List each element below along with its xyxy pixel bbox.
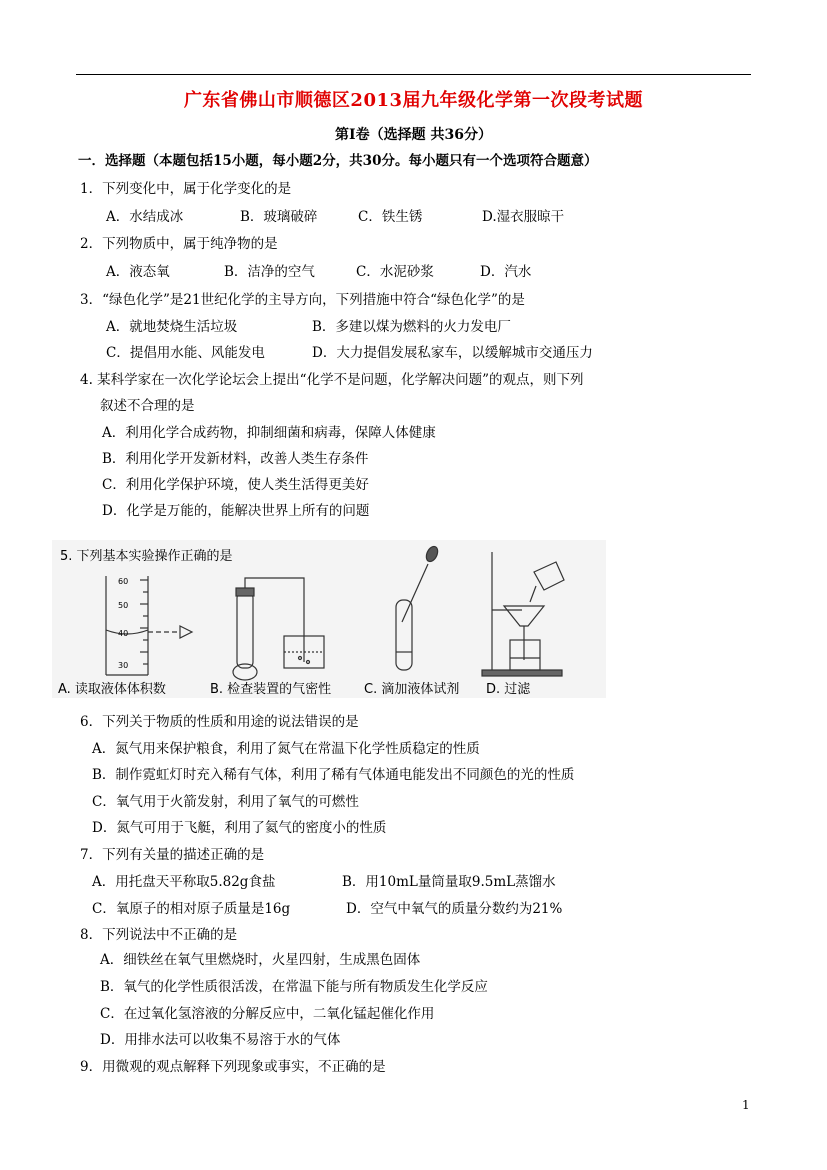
tick-label-60: 60 xyxy=(118,577,129,586)
q6-stem: 6．下列关于物质的性质和用途的说法错误的是 xyxy=(80,714,359,730)
q5-option-c: C. 滴加液体试剂 xyxy=(364,682,460,697)
q1-option-a: A．水结成冰 xyxy=(106,209,184,225)
q6-option-c: C．氧气用于火箭发射，利用了氧气的可燃性 xyxy=(92,794,359,810)
q2-stem: 2．下列物质中，属于纯净物的是 xyxy=(80,236,278,252)
q7-option-b: B．用10mL量筒量取9.5mL蒸馏水 xyxy=(342,874,556,890)
q8-option-c: C．在过氧化氢溶液的分解反应中，二氧化锰起催化作用 xyxy=(100,1006,435,1022)
q4-option-d: D．化学是万能的，能解决世界上所有的问题 xyxy=(102,503,370,519)
q5-figure xyxy=(52,540,606,698)
tick-label-30: 30 xyxy=(118,661,129,670)
section-heading: 一．选择题（本题包括15小题，每小题2分，共30分。每小题只有一个选项符合题意） xyxy=(78,153,598,169)
q4-stem-cont: 叙述不合理的是 xyxy=(100,398,195,414)
q4-option-b: B．利用化学开发新材料，改善人类生存条件 xyxy=(102,451,369,467)
q6-option-b: B．制作霓虹灯时充入稀有气体，利用了稀有气体通电能发出不同颜色的光的性质 xyxy=(92,767,575,783)
q2-option-d: D．汽水 xyxy=(480,264,532,280)
q6-option-a: A．氮气用来保护粮食，利用了氮气在常温下化学性质稳定的性质 xyxy=(92,741,480,757)
dropper-test-tube-icon xyxy=(396,545,440,670)
q4-option-c: C．利用化学保护环境，使人类生活得更美好 xyxy=(102,477,369,493)
q4-option-a: A．利用化学合成药物，抑制细菌和病毒，保障人体健康 xyxy=(102,425,436,441)
q6-option-d: D．氮气可用于飞艇，利用了氦气的密度小的性质 xyxy=(92,820,387,836)
q7-option-c: C．氧原子的相对原子质量是16g xyxy=(92,901,291,917)
q1-option-b: B．玻璃破碎 xyxy=(240,209,318,225)
q8-option-a: A．细铁丝在氧气里燃烧时，火星四射，生成黑色固体 xyxy=(100,952,421,968)
q8-option-d: D．用排水法可以收集不易溶于水的气体 xyxy=(100,1032,341,1048)
q3-option-d: D．大力提倡发展私家车，以缓解城市交通压力 xyxy=(312,345,593,361)
tick-label-40: 40 xyxy=(118,629,129,638)
q7-stem: 7．下列有关量的描述正确的是 xyxy=(80,847,265,863)
page-subtitle: 第Ⅰ卷（选择题 共36分） xyxy=(335,127,492,143)
q1-option-c: C．铁生锈 xyxy=(358,209,423,225)
q3-stem: 3．“绿色化学”是21世纪化学的主导方向，下列措施中符合“绿色化学”的是 xyxy=(80,292,525,308)
q5-apparatus-drawing xyxy=(52,540,606,698)
q7-option-a: A．用托盘天平称取5.82g食盐 xyxy=(92,874,276,890)
tick-label-50: 50 xyxy=(118,601,129,610)
airtightness-apparatus-icon xyxy=(233,578,324,680)
page-number: 1 xyxy=(742,1098,750,1112)
q2-option-c: C．水泥砂浆 xyxy=(356,264,434,280)
q5-option-a: A. 读取液体体积数 xyxy=(58,682,166,697)
q9-stem: 9．用微观的观点解释下列现象或事实，不正确的是 xyxy=(80,1059,386,1075)
q1-option-d: D.湿衣服晾干 xyxy=(482,209,565,225)
q2-option-a: A．液态氧 xyxy=(106,264,170,280)
q3-option-a: A．就地焚烧生活垃圾 xyxy=(106,319,238,335)
q7-option-d: D．空气中氧气的质量分数约为21% xyxy=(346,901,563,917)
q3-option-b: B．多建以煤为燃料的火力发电厂 xyxy=(312,319,511,335)
q3-option-c: C．提倡用水能、风能发电 xyxy=(106,345,265,361)
q5-stem: 5. 下列基本实验操作正确的是 xyxy=(60,549,233,564)
q5-option-d: D. 过滤 xyxy=(486,682,531,697)
page-title: 广东省佛山市顺德区2013届九年级化学第一次段考试题 xyxy=(183,90,644,111)
q2-option-b: B．洁净的空气 xyxy=(224,264,315,280)
q1-stem: 1．下列变化中，属于化学变化的是 xyxy=(80,181,292,197)
header-rule xyxy=(76,74,751,75)
q4-stem: 4. 某科学家在一次化学论坛会上提出“化学不是问题，化学解决问题”的观点，则下列 xyxy=(80,372,584,388)
q8-stem: 8．下列说法中不正确的是 xyxy=(80,927,238,943)
q5-option-b: B. 检查装置的气密性 xyxy=(210,682,332,697)
filtration-apparatus-icon xyxy=(482,552,564,676)
q8-option-b: B．氧气的化学性质很活泼，在常温下能与所有物质发生化学反应 xyxy=(100,979,488,995)
